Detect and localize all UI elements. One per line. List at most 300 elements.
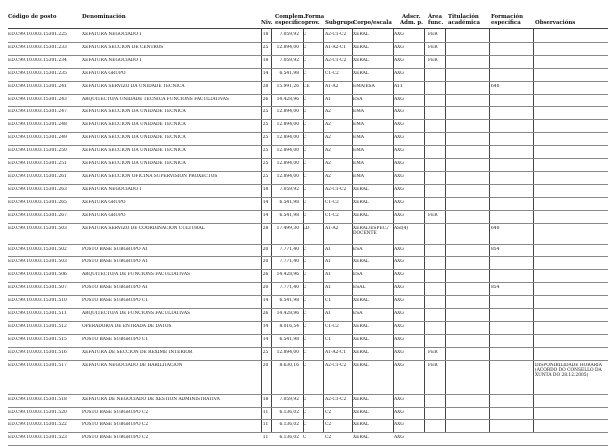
cell-code: ED.C99.10.003.15301.249 — [8, 135, 67, 141]
cell-sub: C2 — [325, 422, 332, 428]
cell-comp: 6.541,98 — [279, 336, 299, 342]
table-row — [0, 410, 615, 423]
cell-niv: 11 — [262, 409, 269, 415]
header-complemento-1: Complem. — [275, 14, 306, 20]
cell-niv: 28 — [262, 83, 269, 89]
cell-niv: 25 — [262, 161, 269, 166]
cell-ads: AXG — [394, 186, 404, 192]
cell-ads: A11 — [394, 83, 403, 89]
cell-corpo: XERAL — [353, 57, 369, 63]
row-separator — [8, 269, 608, 270]
table-row — [0, 350, 615, 363]
cell-code: ED.C99.10.003.15301.225 — [8, 32, 67, 37]
cell-den: POSTO BASE SUBGRUPO C2 — [82, 435, 149, 441]
row-separator — [8, 94, 608, 95]
cell-ads: AXG — [394, 272, 404, 278]
cell-den: POSTO BASE SUBGRUPO A1 — [82, 285, 148, 291]
cell-code: ED.C99.10.003.15301.517 — [8, 362, 67, 368]
cell-forma: C — [303, 173, 307, 179]
table-row — [0, 337, 615, 350]
row-separator — [8, 68, 608, 69]
row-separator — [8, 119, 608, 120]
row-separator — [8, 184, 608, 185]
cell-sub: A2-C1-C2 — [325, 57, 347, 63]
cell-ads: AXG — [394, 212, 404, 218]
cell-ads: AXG — [394, 32, 404, 37]
cell-niv: 18 — [262, 186, 269, 192]
cell-corpo: XERAL — [353, 298, 369, 304]
cell-ads: AXG — [394, 246, 404, 252]
cell-ads: AXG — [394, 422, 404, 428]
cell-niv: 11 — [262, 435, 269, 441]
cell-corpo: EMA — [353, 173, 364, 179]
cell-corpo: XERAL — [353, 422, 369, 428]
cell-ads: AXG — [394, 96, 404, 102]
cell-den: ARQUITECTO/A UNIDADE TÉCNICA FUNCIÓNS FACULTATIVAS — [82, 96, 229, 102]
cell-den: XEFATURA SECCIÓN DA UNIDADE TÉCNICA — [82, 161, 186, 166]
cell-comp: 6.541,98 — [279, 212, 299, 218]
cell-ads: AXG — [394, 109, 404, 115]
table-row — [0, 247, 615, 260]
cell-den: ARQUITECTO/A DE FUNCIÓNS FACULTATIVAS — [82, 272, 191, 278]
row-separator — [8, 171, 608, 172]
table-row — [0, 363, 615, 397]
header-formacion-1: Formación — [491, 14, 524, 20]
cell-corpo: ESA — [353, 246, 363, 252]
cell-comp: 7.771,40 — [279, 246, 299, 252]
cell-code: ED.C99.10.003.15301.250 — [8, 148, 67, 154]
table-row — [0, 397, 615, 410]
cell-ads: AXG — [394, 148, 404, 154]
row-separator — [8, 308, 608, 309]
cell-forma: C — [303, 298, 307, 304]
cell-ads: AXG — [394, 323, 404, 329]
header-codigo: Código de posto — [8, 14, 57, 20]
row-separator — [8, 244, 608, 245]
cell-code: ED.C99.10.003.15301.235 — [8, 70, 67, 76]
table-row — [0, 422, 615, 435]
row-separator — [8, 145, 608, 146]
cell-ads: AXG — [394, 57, 404, 63]
table-row — [0, 32, 615, 45]
cell-forma: CE — [303, 83, 310, 89]
cell-comp: 15.991,26 — [276, 83, 299, 89]
cell-ads: AXG — [394, 336, 404, 342]
cell-ads: AXG — [394, 409, 404, 415]
cell-den: XEFATURA DE NEGOCIADO DE XESTIÓN ADMINISTRATIVA — [82, 396, 220, 402]
cell-code: ED.C99.10.003.15301.512 — [8, 323, 67, 329]
cell-den: XEFATURA SECCIÓN DA UNIDADE TÉCNICA — [82, 135, 186, 141]
cell-comp: 6.541,98 — [279, 298, 299, 304]
cell-niv: 28 — [262, 225, 269, 231]
cell-forma: C — [303, 259, 307, 265]
cell-ads: AXG — [394, 285, 404, 291]
cell-den: XEFATURA NEGOCIADO I — [82, 57, 142, 63]
cell-corpo: ESA — [353, 96, 363, 102]
cell-sub: A1 — [325, 285, 331, 291]
table-row — [0, 200, 615, 213]
cell-corpo: XERAL — [353, 435, 369, 441]
cell-comp: 12.894,00 — [276, 122, 299, 128]
cell-niv: 26 — [262, 311, 269, 316]
cell-area: FER — [428, 32, 438, 37]
cell-sub: A1-A2 — [325, 225, 339, 231]
cell-comp: 6.136,02 — [279, 422, 299, 428]
cell-corpo: ESAL — [353, 285, 366, 291]
cell-niv: 14 — [262, 199, 269, 205]
cell-comp: 7.771,40 — [279, 259, 299, 265]
cell-corpo: XERAL — [353, 336, 369, 342]
header-observacions: Observacións — [535, 20, 576, 26]
cell-den: XEFATURA NEGOCIADO DE HABILITACIÓN — [82, 362, 183, 368]
header-denominacion: Denominación — [82, 14, 126, 20]
table-row — [0, 311, 615, 324]
cell-code: ED.C99.10.003.15301.243 — [8, 96, 67, 102]
table-row — [0, 135, 615, 148]
cell-forma: C — [303, 311, 307, 316]
cell-den: POSTO BASE SUBGRUPO C2 — [82, 409, 149, 415]
cell-code: ED.C99.10.003.15301.251 — [8, 161, 67, 166]
cell-corpo: EMA — [353, 135, 364, 141]
cell-comp: 12.894,00 — [276, 135, 299, 141]
cell-corpo: XERAL/ESPEC./ DOCENTE — [353, 225, 389, 236]
cell-den: POSTO BASE SUBGRUPO A1 — [82, 259, 148, 265]
header-adscricion-1: Adscr. — [402, 14, 421, 20]
cell-forma: C — [303, 336, 307, 342]
cell-form: 640 — [491, 225, 500, 231]
cell-ads: AXG — [394, 259, 404, 265]
cell-niv: 18 — [262, 32, 269, 37]
cell-ads: AXG — [394, 298, 404, 304]
cell-code: ED.C99.10.003.15301.502 — [8, 246, 67, 252]
cell-form: 640 — [491, 83, 500, 89]
cell-den: ARQUITECTO/A DE FUNCIÓNS FACULTATIVAS — [82, 311, 191, 316]
row-separator — [8, 445, 608, 446]
cell-corpo: XERAL — [353, 212, 369, 218]
cell-corpo: ESA — [353, 311, 363, 316]
cell-forma: C — [303, 135, 307, 141]
cell-comp: 14.428,96 — [276, 272, 299, 278]
cell-comp: 12.894,00 — [276, 109, 299, 115]
cell-den: XEFATURA SERVIZO DA UNIDADE TÉCNICA — [82, 83, 185, 89]
cell-den: XEFATURA GRUPO — [82, 212, 126, 218]
cell-code: ED.C99.10.003.15301.516 — [8, 349, 67, 355]
cell-sub: A2-C1-C2 — [325, 362, 347, 368]
cell-den: XEFATURA SECCIÓN DE CENTROS — [82, 44, 164, 50]
cell-sub: A2-C1-C2 — [325, 32, 347, 37]
header-adscricion-2: Adm. p. — [400, 20, 424, 26]
cell-area: FER — [428, 212, 438, 218]
cell-forma: C — [303, 186, 307, 192]
table-row — [0, 122, 615, 135]
cell-forma: C — [303, 148, 307, 154]
cell-sub: A2 — [325, 109, 331, 115]
cell-corpo: XERAL — [353, 186, 369, 192]
cell-forma: C — [303, 109, 307, 115]
cell-corpo: XERAL — [353, 32, 369, 37]
cell-ads: AXG — [394, 135, 404, 141]
row-separator — [8, 42, 608, 43]
cell-ads: AXG — [394, 435, 404, 441]
cell-code: ED.C99.10.003.15301.506 — [8, 272, 67, 278]
cell-code: ED.C99.10.003.15301.520 — [8, 409, 67, 415]
cell-den: XEFATURA GRUPO — [82, 70, 126, 76]
cell-sub: A1-A2 — [325, 83, 339, 89]
header-rule — [8, 28, 608, 29]
cell-ads: AXG — [394, 349, 404, 355]
cell-ads: AXG — [394, 122, 404, 128]
cell-den: XEFATURA SECCIÓN DA UNIDADE TÉCNICA — [82, 109, 186, 115]
cell-corpo: EMA — [353, 161, 364, 166]
table-row — [0, 213, 615, 226]
cell-code: ED.C99.10.003.15301.248 — [8, 122, 67, 128]
cell-obs: DISPONIBILIDADE HORARIA (ACORDO DO CONSELLO DA XUNTA DO 28.12.2005) — [535, 362, 602, 378]
cell-niv: 25 — [262, 173, 269, 179]
cell-form: 854 — [491, 285, 500, 291]
cell-code: ED.C99.10.003.15301.503 — [8, 259, 67, 265]
cell-code: ED.C99.10.003.15301.241 — [8, 83, 67, 89]
cell-den: XEFATURA SECCIÓN OFICINA SUPERVISIÓN PROXECTOS — [82, 173, 218, 179]
cell-ads: AXG — [394, 173, 404, 179]
cell-corpo: XERAL — [353, 396, 369, 402]
cell-sub: C1 — [325, 298, 332, 304]
cell-sub: A1-A2-C1 — [325, 44, 347, 50]
row-separator — [8, 394, 608, 395]
header-area-1: Área — [428, 14, 442, 20]
table-row — [0, 97, 615, 110]
cell-ads: AXG — [394, 161, 404, 166]
cell-corpo: XERAL — [353, 259, 369, 265]
cell-sub: A2 — [325, 148, 331, 154]
cell-sub: A2 — [325, 161, 331, 166]
cell-forma: C — [303, 323, 307, 329]
cell-den: XEFATURA SECCIÓN DA UNIDADE TÉCNICA — [82, 122, 186, 128]
cell-code: ED.C99.10.003.15301.263 — [8, 186, 67, 192]
cell-code: ED.C99.10.003.15301.503 — [8, 225, 67, 231]
row-separator — [8, 256, 608, 257]
cell-niv: 14 — [262, 212, 269, 218]
cell-niv: 25 — [262, 44, 269, 50]
cell-forma: C — [303, 57, 307, 63]
cell-sub: C2 — [325, 435, 332, 441]
cell-ads: ASI(4) — [394, 225, 409, 231]
cell-code: ED.C99.10.003.15301.515 — [8, 336, 67, 342]
cell-area: FER — [428, 362, 438, 368]
row-separator — [8, 432, 608, 433]
row-separator — [8, 295, 608, 296]
row-separator — [8, 81, 608, 82]
header-formacion-2: específica — [491, 20, 521, 26]
cell-den: XEFATURA GRUPO — [82, 199, 126, 205]
cell-ads: AXG — [394, 199, 404, 205]
table-row — [0, 272, 615, 285]
header-forma-2: prov. — [305, 20, 320, 26]
cell-comp: 12.894,00 — [276, 148, 299, 154]
row-separator — [8, 223, 608, 224]
cell-den: POSTO BASE SUBGRUPO A1 — [82, 246, 148, 252]
cell-niv: 25 — [262, 122, 269, 128]
cell-corpo: EMA/ESA — [353, 83, 375, 89]
cell-forma: C — [303, 32, 307, 37]
cell-corpo: XERAL — [353, 349, 369, 355]
cell-forma: C — [303, 161, 307, 166]
cell-code: ED.C99.10.003.15301.522 — [8, 422, 67, 428]
cell-area: FER — [428, 44, 438, 50]
cell-niv: 18 — [262, 57, 269, 63]
row-separator — [8, 106, 608, 107]
cell-sub: C1-C2 — [325, 199, 339, 205]
cell-sub: A2-C1-C2 — [325, 396, 347, 402]
cell-corpo: ESA — [353, 272, 363, 278]
cell-code: ED.C99.10.003.15301.510 — [8, 298, 67, 304]
cell-forma: C — [303, 285, 307, 291]
cell-forma: C — [303, 422, 307, 428]
row-separator — [8, 158, 608, 159]
cell-forma: C — [303, 349, 307, 355]
cell-niv: 14 — [262, 336, 269, 342]
header-subgrupo: Subgrupo — [325, 20, 355, 26]
cell-forma: C — [303, 44, 307, 50]
cell-code: ED.C99.10.003.15301.261 — [8, 173, 67, 179]
cell-sub: A1 — [325, 259, 331, 265]
cell-sub: A2-C1-C2 — [325, 186, 347, 192]
cell-area: FER — [428, 349, 438, 355]
cell-corpo: XERAL — [353, 44, 369, 50]
cell-comp: 8.016,54 — [279, 323, 299, 329]
cell-niv: 25 — [262, 349, 269, 355]
cell-forma: C — [303, 435, 307, 441]
cell-form: 854 — [491, 246, 500, 252]
cell-comp: 7.771,40 — [279, 285, 299, 291]
cell-den: POSTO BASE SUBGRUPO C2 — [82, 422, 149, 428]
cell-code: ED.C99.10.003.15301.507 — [8, 285, 67, 291]
cell-comp: 8.630,16 — [279, 362, 299, 368]
cell-ads: AXG — [394, 70, 404, 76]
cell-niv: 14 — [262, 70, 269, 76]
cell-corpo: EMA — [353, 109, 364, 115]
cell-corpo: EMA — [353, 148, 364, 154]
table-row — [0, 84, 615, 97]
table-row — [0, 71, 615, 84]
cell-den: XEFATURA DE SECCIÓN DE RÉXIME INTERIOR — [82, 349, 193, 355]
cell-sub: A2 — [325, 135, 331, 141]
cell-niv: 25 — [262, 109, 269, 115]
row-separator — [8, 282, 608, 283]
cell-code: ED.C99.10.003.15301.247 — [8, 109, 67, 115]
row-separator — [8, 55, 608, 56]
table-row — [0, 298, 615, 311]
cell-niv: 14 — [262, 323, 269, 329]
row-separator — [8, 334, 608, 335]
table-row — [0, 109, 615, 122]
cell-sub: A1 — [325, 246, 331, 252]
cell-sub: A2 — [325, 122, 331, 128]
table-row — [0, 324, 615, 337]
cell-niv: 20 — [262, 285, 269, 291]
cell-corpo: XERAL — [353, 323, 369, 329]
table-row — [0, 45, 615, 58]
header-complemento-2: específico — [275, 20, 305, 26]
cell-comp: 14.428,96 — [276, 96, 299, 102]
cell-code: ED.C99.10.003.15301.518 — [8, 396, 67, 402]
header-forma-1: Forma — [305, 14, 325, 20]
cell-den: XEFATURA NEGOCIADO I — [82, 186, 142, 192]
cell-comp: 7.059,92 — [279, 57, 299, 63]
cell-forma: LD — [303, 225, 310, 231]
cell-corpo: XERAL — [353, 409, 369, 415]
table-row — [0, 285, 615, 298]
row-separator — [8, 197, 608, 198]
cell-sub: A1 — [325, 311, 331, 316]
table-row — [0, 148, 615, 161]
cell-niv: 18 — [262, 396, 269, 402]
cell-code: ED.C99.10.003.15301.511 — [8, 311, 67, 316]
cell-niv: 25 — [262, 148, 269, 154]
cell-niv: 25 — [262, 135, 269, 141]
cell-niv: 26 — [262, 272, 269, 278]
cell-code: ED.C99.10.003.15301.267 — [8, 212, 67, 218]
cell-comp: 6.136,02 — [279, 435, 299, 441]
row-separator — [8, 407, 608, 408]
cell-forma: C — [303, 409, 307, 415]
cell-comp: 12.894,00 — [276, 173, 299, 179]
row-separator — [8, 132, 608, 133]
row-separator — [8, 419, 608, 420]
cell-forma: C — [303, 212, 307, 218]
cell-den: POSTO BASE SUBGRUPO C1 — [82, 336, 149, 342]
cell-comp: 12.894,00 — [276, 349, 299, 355]
cell-forma: C — [303, 96, 307, 102]
cell-comp: 14.428,96 — [276, 311, 299, 316]
row-separator — [8, 321, 608, 322]
table-row — [0, 174, 615, 187]
row-separator — [8, 347, 608, 348]
cell-sub: C2 — [325, 409, 332, 415]
cell-comp: 7.059,92 — [279, 396, 299, 402]
cell-sub: C1-C2 — [325, 212, 339, 218]
cell-ads: AXG — [394, 362, 404, 368]
cell-comp: 6.541,98 — [279, 199, 299, 205]
cell-forma: C — [303, 246, 307, 252]
cell-niv: 20 — [262, 259, 269, 265]
cell-sub: C1-C2 — [325, 70, 339, 76]
cell-forma: C — [303, 199, 307, 205]
row-separator — [8, 210, 608, 211]
cell-code: ED.C99.10.003.15301.265 — [8, 199, 67, 205]
cell-comp: 6.136,02 — [279, 409, 299, 415]
header-nivel: Niv. — [261, 20, 273, 26]
cell-niv: 20 — [262, 246, 269, 252]
cell-corpo: XERAL — [353, 362, 369, 368]
header-area-2: func. — [428, 20, 444, 26]
cell-sub: C1 — [325, 336, 332, 342]
cell-area: FER — [428, 57, 438, 63]
cell-corpo: XERAL — [353, 199, 369, 205]
header-corpo: Corpo/escala — [353, 20, 392, 26]
table-row — [0, 259, 615, 272]
cell-forma: C — [303, 70, 307, 76]
cell-comp: 17.499,30 — [276, 225, 299, 231]
cell-niv: 11 — [262, 422, 269, 428]
cell-den: XEFATURA NEGOCIADO I — [82, 32, 142, 37]
cell-forma: C — [303, 362, 307, 368]
cell-den: OPERADOR/A DE ENTRADA DE DATOS — [82, 323, 172, 329]
cell-comp: 12.894,00 — [276, 161, 299, 166]
cell-den: XEFATURA SERVIZO DE COORDINACIÓN CULTURAL — [82, 225, 205, 231]
cell-forma: C — [303, 396, 307, 402]
cell-code: ED.C99.10.003.15301.523 — [8, 435, 67, 441]
header-titulacion-1: Titulación — [448, 14, 479, 20]
